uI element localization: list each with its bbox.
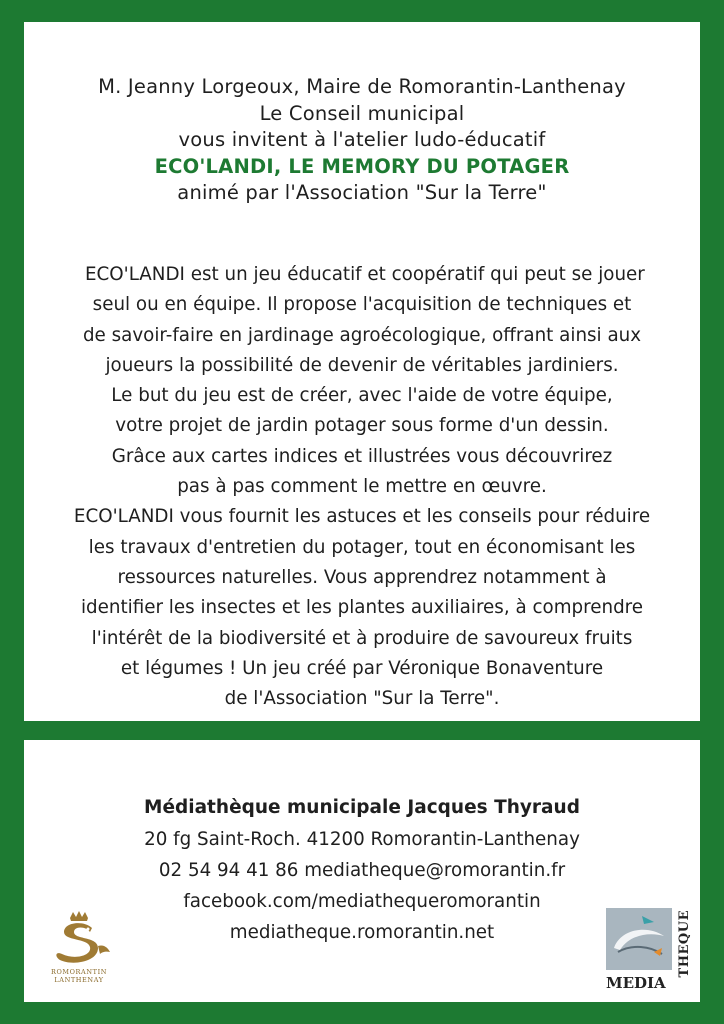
- description-line: ressources naturelles. Vous apprendrez notamment à: [117, 566, 607, 588]
- library-phone-email[interactable]: 02 54 94 41 86 mediatheque@romorantin.fr: [158, 860, 566, 881]
- mediatheque-logo-text: MEDIA: [606, 974, 666, 992]
- description-line: seul ou en équipe. Il propose l'acquisition de techniques et: [92, 294, 632, 316]
- description-line: l'intérêt de la biodiversité et à produire de savoureux fruits: [91, 627, 633, 649]
- mediatheque-logo-vertical-text: THEQUE: [677, 910, 692, 978]
- library-website-link[interactable]: mediatheque.romorantin.net: [229, 922, 495, 943]
- description-line: votre projet de jardin potager sous forme d'un dessin.: [115, 415, 609, 437]
- description-line: identifier les insectes et les plantes auxiliaires, à comprendre: [80, 597, 644, 619]
- mediatheque-emblem-icon: [606, 908, 672, 970]
- invitation-block: [24, 74, 700, 207]
- description-line: joueurs la possibilité de devenir de véritables jardiniers.: [105, 354, 619, 376]
- invitation-line-host: animé par l'Association "Sur la Terre": [177, 181, 547, 204]
- event-panel: [24, 22, 700, 721]
- description-line: ECO'LANDI vous fournit les astuces et les conseils pour réduire: [73, 506, 651, 528]
- description-line: ECO'LANDI est un jeu éducatif et coopératif qui peut se jouer: [79, 264, 645, 285]
- contact-panel: [24, 740, 700, 1002]
- description-line: Grâce aux cartes indices et illustrées vous découvrirez: [111, 445, 613, 467]
- description-line: de savoir-faire en jardinage agroécologique, offrant ainsi aux: [82, 324, 642, 346]
- contact-block: [64, 792, 660, 948]
- invitation-line-mayor: M. Jeanny Lorgeoux, Maire de Romorantin-Lanthenay: [98, 75, 626, 98]
- event-title: ECO'LANDI, LE MEMORY DU POTAGER: [154, 154, 570, 178]
- description-line: Le but du jeu est de créer, avec l'aide de votre équipe,: [111, 385, 613, 407]
- description-block: [28, 260, 696, 714]
- salamander-crown-icon: [44, 910, 114, 968]
- romorantin-logo: [44, 910, 114, 986]
- library-address: 20 fg Saint-Roch. 41200 Romorantin-Lanthenay: [144, 829, 580, 850]
- romorantin-logo-text: ROMORANTIN LANTHENAY: [50, 968, 108, 984]
- description-line: les travaux d'entretien du potager, tout en économisant les: [88, 536, 636, 558]
- description-line: pas à pas comment le mettre en œuvre.: [177, 476, 547, 498]
- invitation-line-council: Le Conseil municipal: [259, 101, 465, 125]
- description-line: et légumes ! Un jeu créé par Véronique Bonaventure: [120, 657, 604, 679]
- mediatheque-logo: [606, 908, 692, 992]
- library-facebook-link[interactable]: facebook.com/mediathequeromorantin: [183, 891, 541, 912]
- description-line: de l'Association "Sur la Terre".: [224, 688, 500, 710]
- invitation-line-invite: vous invitent à l'atelier ludo-éducatif: [178, 128, 546, 151]
- library-name: Médiathèque municipale Jacques Thyraud: [144, 797, 580, 818]
